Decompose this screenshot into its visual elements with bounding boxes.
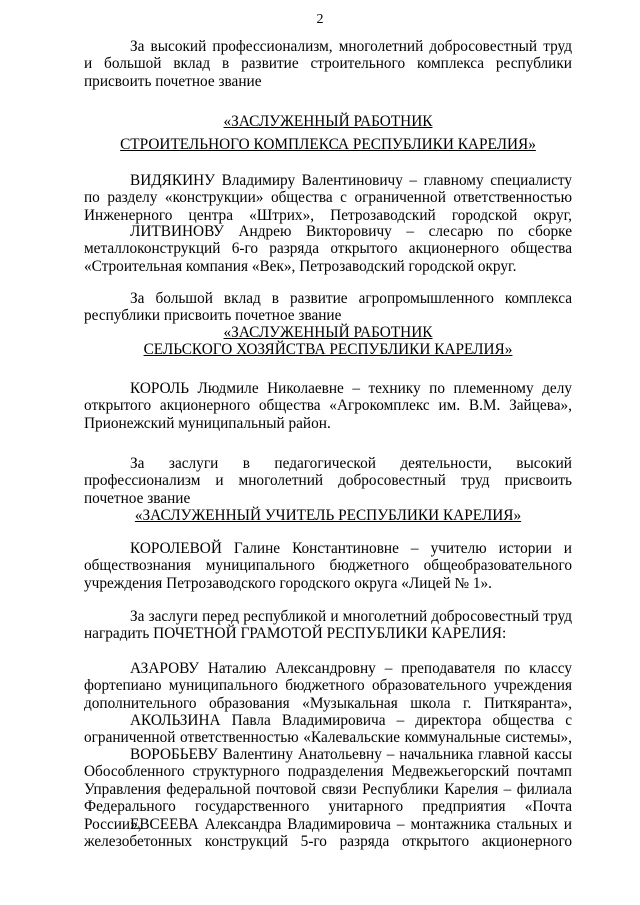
award-entry-evseev: ЕВСЕЕВА Александра Владимировича – монтажника стальных и железобетонных конструкций 5-го разряда открытого акционерного	[84, 816, 572, 851]
award-entry-vorobyeva: ВОРОБЬЕВУ Валентину Анатольевну – начальника главной кассы Обособленного структурного подразделения Медвежьегорский почтамп Управления федеральной почтовой связи Республики Карелия – филиала Федерального государственного унитарного предприятия «Почта России»,	[84, 746, 572, 833]
paragraph-agriculture-intro: За большой вклад в развитие агропромышленного комплекса республики присвоить почетное звание	[84, 290, 572, 325]
award-entry-akolzin: АКОЛЬЗИНА Павла Владимировича – директора общества с ограниченной ответственностью «Калевальские коммунальные системы»,	[84, 712, 572, 747]
paragraph-teacher-intro: За заслуги в педагогической деятельности, высокий профессионализм и многолетний добросовестный труд присвоить почетное звание	[84, 455, 572, 507]
title-construction-line2: СТРОИТЕЛЬНОГО КОМПЛЕКСА РЕСПУБЛИКИ КАРЕЛИЯ»	[120, 136, 536, 153]
paragraph-construction-intro: За высокий профессионализм, многолетний добросовестный труд и большой вклад в развитие строительного комплекса республики присвоить почетное звание	[84, 38, 572, 90]
award-entry-litvinov: ЛИТВИНОВУ Андрею Викторовичу – слесарю по сборке металлоконструкций 6-го разряда открытого акционерного общества «Строительная компания «Век», Петрозаводский городской округ.	[84, 223, 572, 275]
title-construction-line1: «ЗАСЛУЖЕННЫЙ РАБОТНИК	[223, 113, 433, 130]
title-teacher: «ЗАСЛУЖЕННЫЙ УЧИТЕЛЬ РЕСПУБЛИКИ КАРЕЛИЯ»	[134, 507, 522, 524]
award-entry-koroleva: КОРОЛЕВОЙ Галине Константиновне – учителю истории и обществознания муниципального бюджетного общеобразовательного учреждения Петрозаводского городского округа «Лицей № 1».	[84, 540, 572, 592]
award-entry-korol: КОРОЛЬ Людмиле Николаевне – технику по племенному делу открытого акционерного общества «Агрокомплекс им. В.М. Зайцева», Прионежский муниципальный район.	[84, 380, 572, 432]
award-entry-vidyakin: ВИДЯКИНУ Владимиру Валентиновичу – главному специалисту по разделу «конструкции» общества с ограниченной ответственностью Инженерного центра «Штрих», Петрозаводский городской округ,	[84, 172, 572, 224]
page-number: 2	[316, 12, 324, 27]
paragraph-diploma-intro: За заслуги перед республикой и многолетний добросовестный труд наградить ПОЧЕТНОЙ ГРАМОТОЙ РЕСПУБЛИКИ КАРЕЛИЯ:	[84, 608, 572, 643]
award-entry-azarova: АЗАРОВУ Наталию Александровну – преподавателя по классу фортепиано муниципального бюджетного образовательного учреждения дополнительного образования «Музыкальная школа г. Питкяранта»,	[84, 660, 572, 712]
title-agriculture-line2: СЕЛЬСКОГО ХОЗЯЙСТВА РЕСПУБЛИКИ КАРЕЛИЯ»	[143, 341, 513, 358]
title-agriculture-line1: «ЗАСЛУЖЕННЫЙ РАБОТНИК	[223, 324, 433, 341]
